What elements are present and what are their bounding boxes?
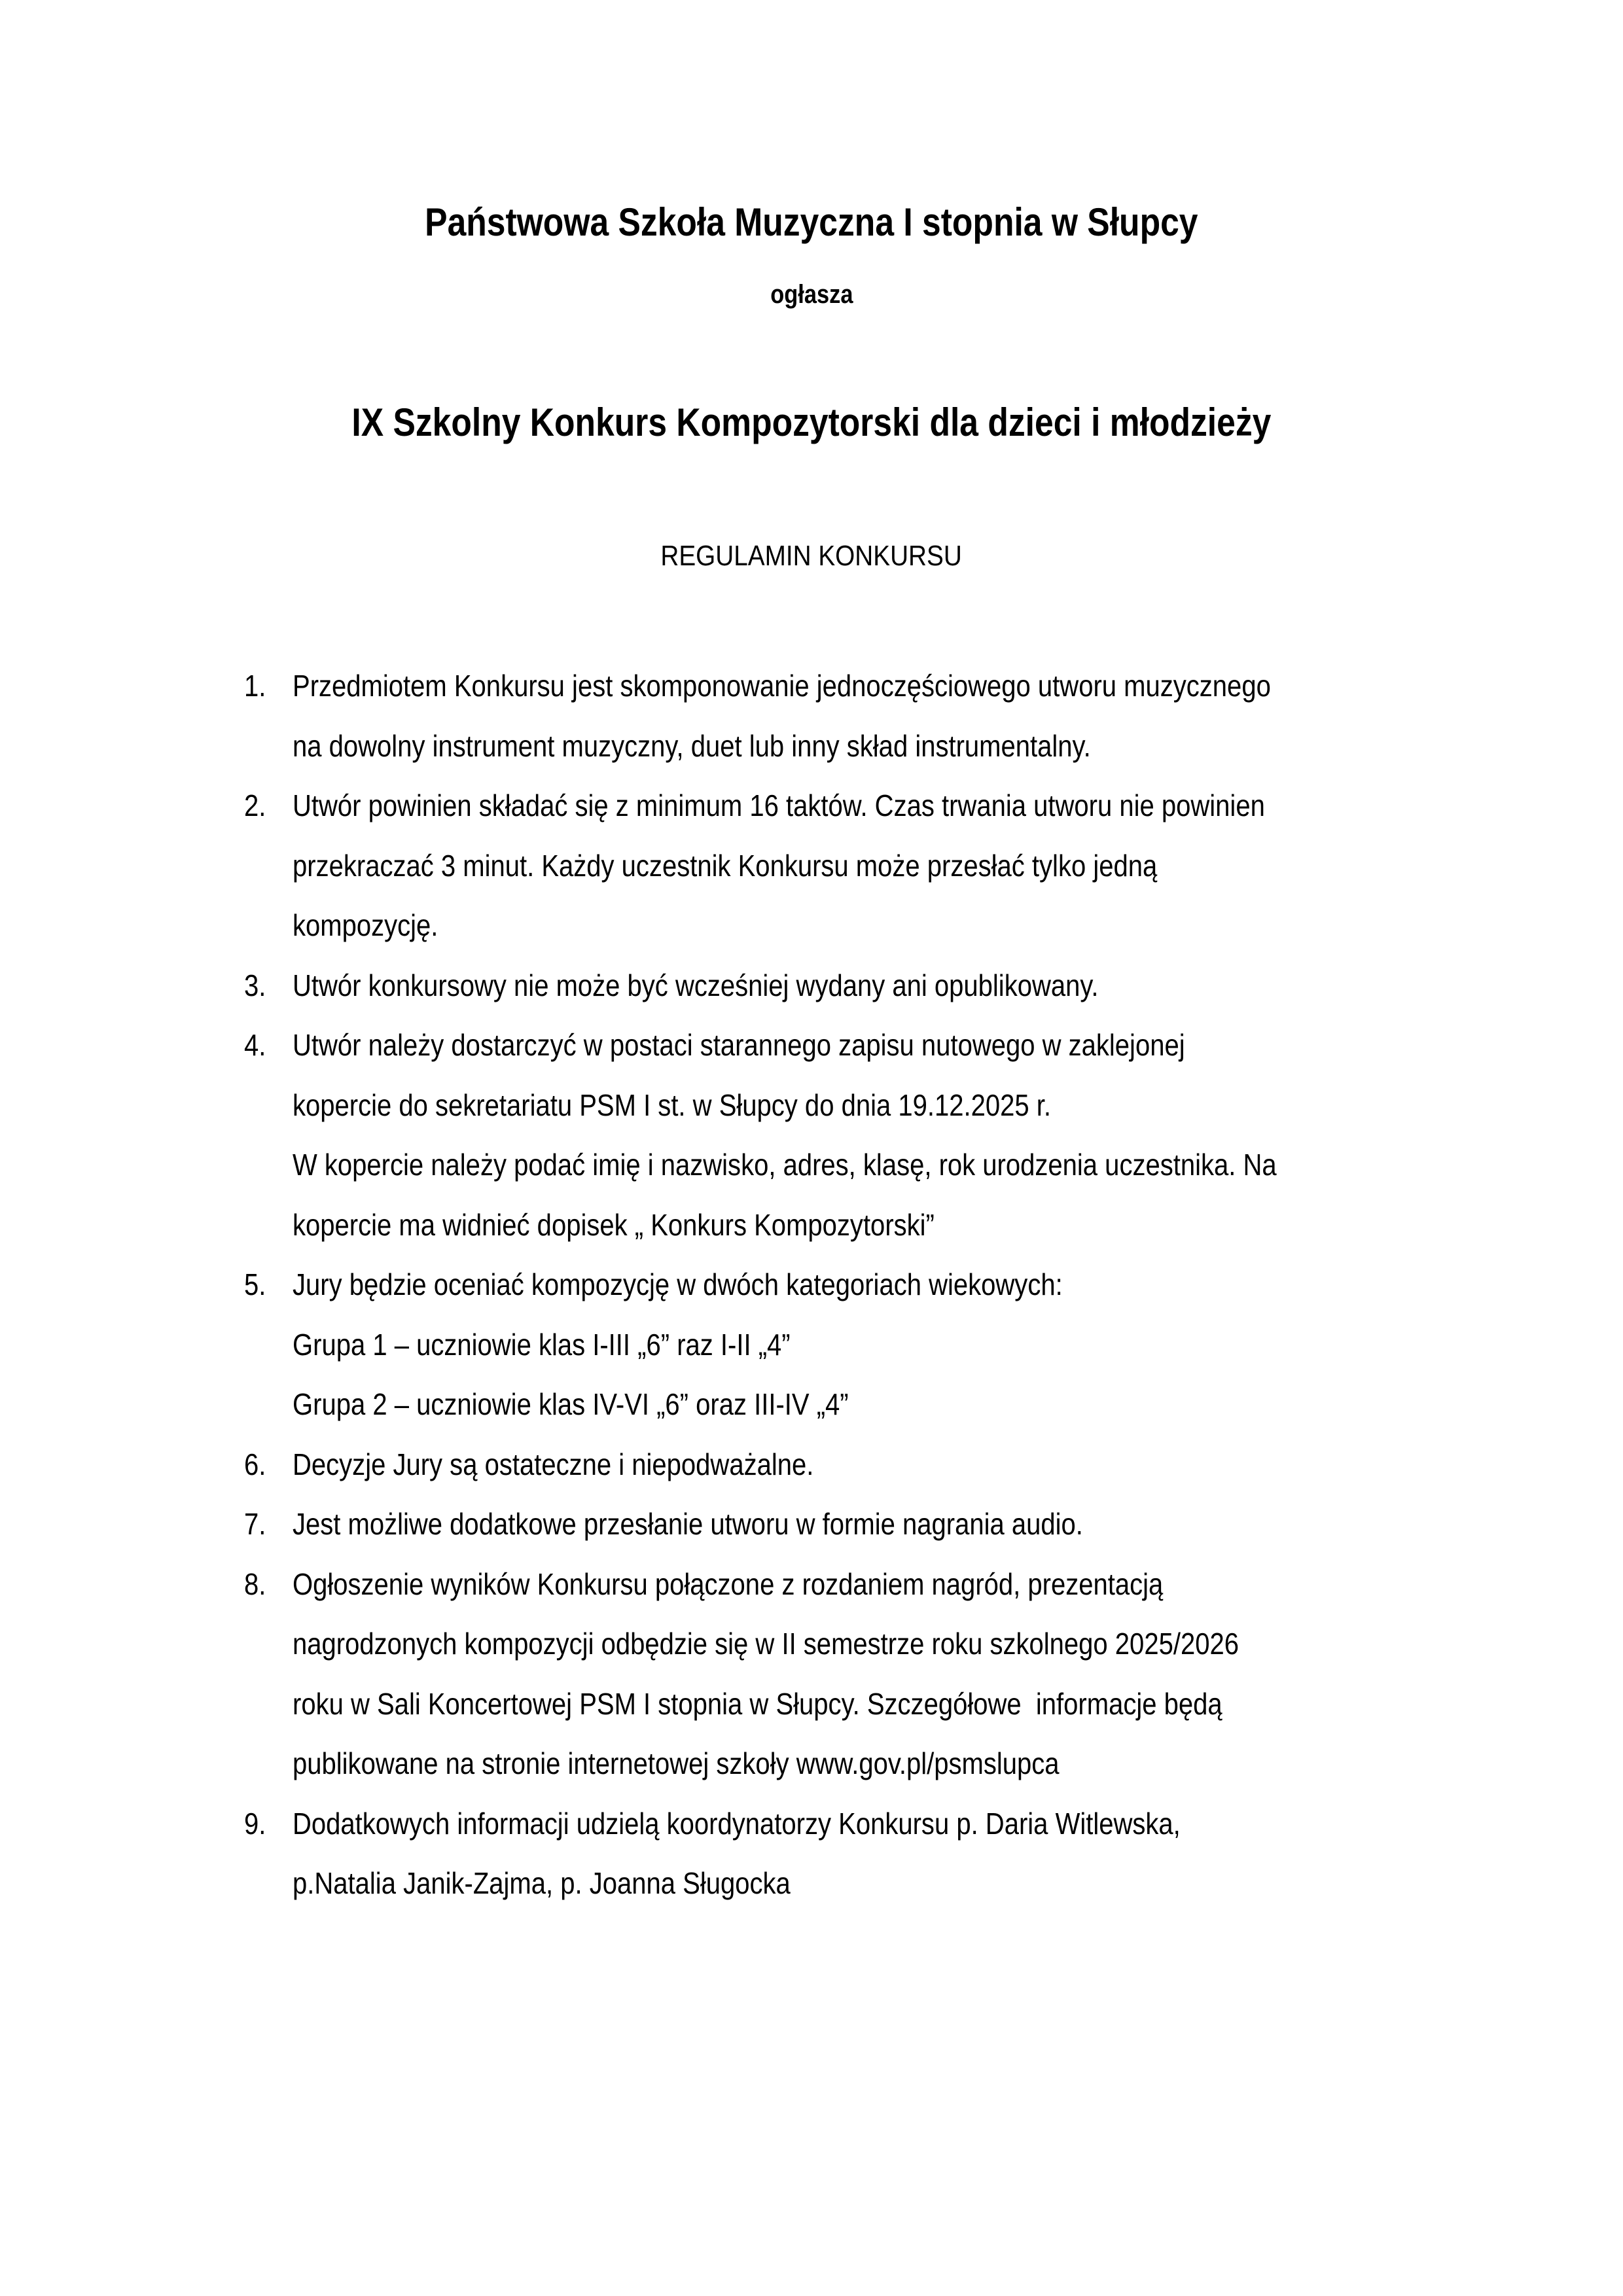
rule-number: 4.	[244, 1028, 266, 1062]
competition-title	[0, 400, 1623, 444]
school-name-text: Państwowa Szkoła Muzyczna I stopnia w Słupcy	[425, 200, 1198, 244]
announces-label	[0, 281, 1623, 308]
rule-number: 5.	[244, 1267, 266, 1301]
rule-line: przekraczać 3 minut. Każdy uczestnik Konkursu może przesłać tylko jedną	[293, 848, 1158, 883]
competition-title-text: IX Szkolny Konkurs Kompozytorski dla dzieci i młodzieży	[351, 400, 1272, 444]
rule-line: roku w Sali Koncertowej PSM I stopnia w Słupcy. Szczegółowe informacje będą	[293, 1686, 1222, 1721]
rule-item	[0, 1016, 1623, 1255]
rule-item	[0, 1555, 1623, 1794]
rule-item	[0, 1435, 1623, 1495]
rule-line: nagrodzonych kompozycji odbędzie się w II semestrze roku szkolnego 2025/2026	[293, 1627, 1239, 1661]
rule-line: W kopercie należy podać imię i nazwisko, adres, klasę, rok urodzenia uczestnika. Na	[293, 1148, 1277, 1182]
rules-heading-text: REGULAMIN KONKURSU	[660, 540, 963, 572]
rule-text	[293, 1255, 1623, 1435]
rule-text	[293, 1494, 1623, 1555]
age-group-2: Grupa 2 – uczniowie klas IV-VI „6” oraz III-IV „4”	[293, 1387, 849, 1421]
rule-number: 9.	[244, 1806, 266, 1841]
rule-line: na dowolny instrument muzyczny, duet lub inny skład instrumentalny.	[293, 728, 1091, 763]
rule-line: Utwór powinien składać się z minimum 16 taktów. Czas trwania utworu nie powinien	[293, 788, 1265, 822]
rule-text	[293, 1555, 1623, 1794]
rule-line: Decyzje Jury są ostateczne i niepodważalne.	[293, 1447, 814, 1481]
rule-item	[0, 1494, 1623, 1555]
rule-line: Dodatkowych informacji udzielą koordynatorzy Konkursu p. Daria Witlewska,	[293, 1806, 1181, 1841]
rule-text	[293, 956, 1623, 1016]
rule-number: 1.	[244, 669, 266, 703]
rule-number: 7.	[244, 1507, 266, 1541]
rule-line: Utwór konkursowy nie może być wcześniej wydany ani opublikowany.	[293, 968, 1099, 1002]
rule-line: Jest możliwe dodatkowe przesłanie utworu w formie nagrania audio.	[293, 1507, 1083, 1541]
rule-number: 6.	[244, 1447, 266, 1481]
rule-text	[293, 1435, 1623, 1495]
rule-line: kopercie do sekretariatu PSM I st. w Słupcy do dnia 19.12.2025 r.	[293, 1087, 1052, 1122]
rule-line: kopercie ma widnieć dopisek „ Konkurs Kompozytorski”	[293, 1207, 935, 1242]
rules-heading	[0, 542, 1623, 571]
school-website-line: publikowane na stronie internetowej szkoły www.gov.pl/psmslupca	[293, 1746, 1060, 1780]
rule-text	[293, 656, 1623, 776]
rule-text	[293, 776, 1623, 956]
rule-item	[0, 956, 1623, 1016]
school-name-title	[0, 200, 1623, 244]
rule-line: Przedmiotem Konkursu jest skomponowanie jednoczęściowego utworu muzycznego	[293, 669, 1271, 703]
rule-item	[0, 776, 1623, 956]
age-group-1: Grupa 1 – uczniowie klas I-III „6” raz I-II „4”	[293, 1327, 791, 1362]
rule-line: Jury będzie oceniać kompozycję w dwóch kategoriach wiekowych:	[293, 1267, 1063, 1301]
rule-text	[293, 1794, 1623, 1914]
announces-text: ogłasza	[770, 280, 853, 309]
rule-number: 3.	[244, 968, 266, 1002]
rule-text	[293, 1016, 1623, 1255]
rule-item	[0, 1794, 1623, 1914]
coordinators-line: p.Natalia Janik-Zajma, p. Joanna Sługocka	[293, 1866, 791, 1900]
rule-number: 2.	[244, 788, 266, 822]
rule-item	[0, 1255, 1623, 1435]
rule-item	[0, 656, 1623, 776]
rules-list	[0, 656, 1623, 1914]
rule-line: Ogłoszenie wyników Konkursu połączone z rozdaniem nagród, prezentacją	[293, 1566, 1164, 1601]
rule-line: kompozycję.	[293, 908, 438, 942]
rule-number: 8.	[244, 1566, 266, 1601]
rule-line: Utwór należy dostarczyć w postaci starannego zapisu nutowego w zaklejonej	[293, 1028, 1185, 1062]
